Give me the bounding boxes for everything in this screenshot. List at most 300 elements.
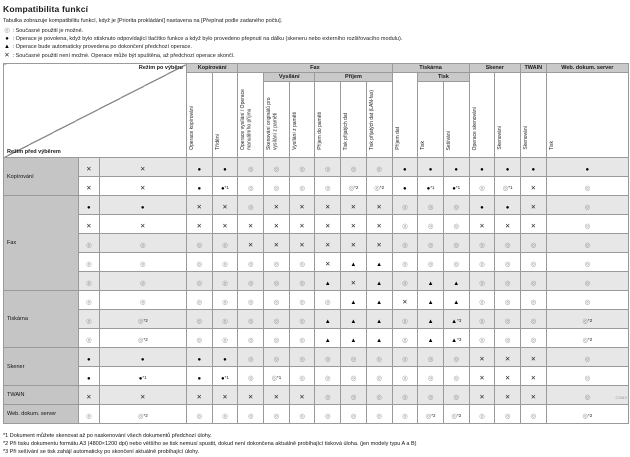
matrix-cell xyxy=(289,310,315,329)
table-row xyxy=(4,215,629,234)
matrix-cell xyxy=(212,215,238,234)
cell-symbol: ● xyxy=(403,167,407,174)
matrix-cell xyxy=(418,348,444,367)
row-category: Skener xyxy=(4,348,79,386)
cell-symbol: ◎ xyxy=(479,413,485,421)
matrix-cell xyxy=(495,215,521,234)
matrix-cell xyxy=(341,272,367,291)
column-label-text: Skenování xyxy=(522,126,529,151)
matrix-cell xyxy=(366,310,392,329)
cell-symbol: ◎ xyxy=(350,375,357,383)
matrix-cell xyxy=(99,234,186,253)
matrix-cell xyxy=(238,329,264,348)
matrix-cell xyxy=(392,234,418,253)
matrix-cell xyxy=(443,386,469,405)
row-category: Kopírování xyxy=(4,158,79,196)
cell-symbol: ◎ xyxy=(222,413,228,421)
column-label xyxy=(392,73,418,158)
cell-symbol: ✕ xyxy=(140,223,146,231)
matrix-cell xyxy=(289,215,315,234)
cell-symbol: ✕ xyxy=(530,223,537,231)
column-label xyxy=(212,73,238,158)
cell-symbol: ◎ xyxy=(299,299,305,307)
cell-symbol: ✕ xyxy=(196,204,202,212)
cell-symbol: ● xyxy=(454,167,459,174)
column-label xyxy=(546,73,628,158)
footnotes xyxy=(3,433,628,457)
cell-symbol: ✕ xyxy=(299,394,305,402)
table-row xyxy=(4,329,629,348)
matrix-cell xyxy=(264,291,290,310)
cell-symbol: ● xyxy=(86,205,91,212)
cell-symbol: ◎ xyxy=(502,185,509,193)
column-label-text: Operace kopírování xyxy=(188,106,195,151)
matrix-cell xyxy=(520,310,546,329)
matrix-cell xyxy=(366,367,392,386)
matrix-cell xyxy=(418,386,444,405)
cell-symbol: ◎ xyxy=(504,413,511,421)
cell-symbol: ◎ xyxy=(247,261,254,269)
matrix-cell xyxy=(186,177,212,196)
column-label-text: Skenování xyxy=(497,126,504,151)
matrix-cell xyxy=(79,386,100,405)
matrix-cell xyxy=(99,405,186,424)
matrix-cell xyxy=(495,329,521,348)
cell-symbol: ◎ xyxy=(582,413,589,421)
cell-symbol: ✕ xyxy=(479,223,485,231)
matrix-cell xyxy=(469,291,495,310)
matrix-cell xyxy=(264,177,290,196)
cell-symbol: ◎ xyxy=(85,299,92,307)
matrix-cell xyxy=(392,329,418,348)
matrix-cell xyxy=(212,405,238,424)
matrix-cell xyxy=(392,158,418,177)
group-header: Kopírování xyxy=(186,64,237,73)
cell-symbol: ✕ xyxy=(504,394,511,402)
cell-symbol: ✕ xyxy=(222,204,228,212)
cell-symbol: ◎ xyxy=(402,223,408,231)
column-label-text: Tisk xyxy=(548,141,555,151)
matrix-cell xyxy=(546,196,628,215)
matrix-cell xyxy=(79,367,100,386)
cell-symbol: ◎ xyxy=(530,337,537,345)
cell-symbol: ◎ xyxy=(504,337,511,345)
column-label xyxy=(315,82,341,158)
matrix-cell xyxy=(546,329,628,348)
matrix-cell xyxy=(79,405,100,424)
legend-symbol: ▲ xyxy=(4,43,10,50)
legend-symbol: ✕ xyxy=(4,51,10,59)
matrix-cell xyxy=(520,329,546,348)
matrix-cell xyxy=(186,215,212,234)
table-row xyxy=(4,291,629,310)
cell-symbol: ▲ xyxy=(324,281,331,288)
cell-symbol: ✕ xyxy=(299,242,305,250)
matrix-cell xyxy=(366,215,392,234)
cell-symbol: ◎ xyxy=(299,356,305,364)
cell-symbol: ◎ xyxy=(530,299,537,307)
matrix-cell xyxy=(366,234,392,253)
column-label-text: Vysílání z paměti xyxy=(291,112,298,151)
cell-footnote-ref: *2 xyxy=(588,337,593,343)
cell-symbol: ◎ xyxy=(324,185,331,193)
matrix-cell xyxy=(289,196,315,215)
cell-symbol: ◎ xyxy=(85,261,92,269)
matrix-cell xyxy=(443,215,469,234)
cell-symbol: ◎ xyxy=(247,280,254,288)
matrix-cell xyxy=(79,291,100,310)
cell-symbol: ✕ xyxy=(324,242,331,250)
cell-symbol: ✕ xyxy=(140,394,146,402)
table-row xyxy=(4,196,629,215)
cell-symbol: ▲ xyxy=(350,319,357,326)
matrix-cell xyxy=(212,177,238,196)
cell-symbol: ◎ xyxy=(299,185,305,193)
matrix-cell xyxy=(392,196,418,215)
cell-symbol: ✕ xyxy=(530,204,537,212)
cell-symbol: ◎ xyxy=(139,261,146,269)
column-label xyxy=(186,73,212,158)
column-label xyxy=(366,82,392,158)
matrix-cell xyxy=(79,196,100,215)
matrix-cell xyxy=(289,253,315,272)
matrix-cell xyxy=(186,234,212,253)
matrix-cell xyxy=(289,291,315,310)
cell-symbol: ◎ xyxy=(582,318,589,326)
cell-footnote-ref: *2 xyxy=(456,413,462,419)
matrix-cell xyxy=(341,310,367,329)
cell-symbol: ✕ xyxy=(376,223,382,231)
matrix-cell xyxy=(315,196,341,215)
cell-symbol: ◎ xyxy=(348,185,355,193)
matrix-cell xyxy=(366,177,392,196)
compat-table xyxy=(3,63,629,424)
column-label-text: Sešívání xyxy=(445,130,452,151)
cell-symbol: ◎ xyxy=(273,356,280,364)
table-row xyxy=(4,234,629,253)
matrix-cell xyxy=(289,329,315,348)
matrix-cell xyxy=(315,291,341,310)
matrix-cell xyxy=(341,196,367,215)
cell-symbol: ◎ xyxy=(324,166,331,174)
cell-footnote-ref: *1 xyxy=(142,375,147,381)
subgroup-header: Tisk xyxy=(418,73,469,82)
cell-symbol: ◎ xyxy=(196,413,203,421)
matrix-cell xyxy=(443,177,469,196)
matrix-cell xyxy=(546,234,628,253)
matrix-cell xyxy=(418,405,444,424)
matrix-cell xyxy=(264,386,290,405)
legend-text: : Současné použití není možné. Operace může být spuštěna, až předchozí operace skončí. xyxy=(11,52,235,59)
cell-symbol: ◎ xyxy=(247,166,254,174)
cell-footnote-ref: *2 xyxy=(588,318,593,324)
column-label xyxy=(238,73,264,158)
matrix-cell xyxy=(99,158,186,177)
matrix-cell xyxy=(469,253,495,272)
cell-symbol: ◎ xyxy=(530,280,537,288)
matrix-cell xyxy=(99,253,186,272)
matrix-cell xyxy=(443,348,469,367)
matrix-cell xyxy=(443,196,469,215)
footnote-line: *1 Dokument můžete skenovat až po naskenování všech dokumentů předchozí úlohy. xyxy=(3,433,212,440)
cell-symbol: ● xyxy=(505,205,510,212)
cell-symbol: ◎ xyxy=(299,166,305,174)
subgroup-header: Vysílání xyxy=(264,73,315,82)
matrix-cell xyxy=(186,348,212,367)
matrix-cell xyxy=(495,291,521,310)
cell-symbol: ◎ xyxy=(427,242,434,250)
matrix-cell xyxy=(495,158,521,177)
cell-symbol: ◎ xyxy=(139,280,146,288)
cell-symbol: ◎ xyxy=(196,242,203,250)
cell-symbol: ◎ xyxy=(584,280,591,288)
matrix-cell xyxy=(366,386,392,405)
matrix-cell xyxy=(238,386,264,405)
matrix-cell xyxy=(418,177,444,196)
footnote-line: *3 Při sešívání se tisk zahájí automaticky po skončení aktuálně probíhající úlohy. xyxy=(3,449,200,456)
cell-symbol: ◎ xyxy=(324,356,331,364)
matrix-cell xyxy=(315,272,341,291)
cell-symbol: ◎ xyxy=(504,242,511,250)
matrix-cell xyxy=(79,177,100,196)
cell-symbol: ● xyxy=(221,376,225,383)
matrix-cell xyxy=(418,158,444,177)
column-label xyxy=(341,82,367,158)
column-label-text: Operace vysílání / Operace manuálního příjmu xyxy=(240,89,253,151)
row-category: Tiskárna xyxy=(4,291,79,348)
matrix-cell xyxy=(469,386,495,405)
cell-symbol: ✕ xyxy=(324,261,331,269)
cell-symbol: ▲ xyxy=(376,319,383,326)
matrix-cell xyxy=(443,310,469,329)
cell-symbol: ✕ xyxy=(86,223,92,231)
matrix-cell xyxy=(366,329,392,348)
cell-symbol: ◎ xyxy=(479,280,485,288)
cell-symbol: ◎ xyxy=(584,242,591,250)
legend-line xyxy=(3,36,628,44)
column-label-text: Příjem dat xyxy=(394,127,401,151)
row-category: Fax xyxy=(4,196,79,291)
cell-footnote-ref: *1 xyxy=(224,375,229,381)
cell-symbol: ▲ xyxy=(427,338,434,345)
cell-footnote-ref: *1 xyxy=(430,185,435,191)
matrix-cell xyxy=(341,329,367,348)
cell-symbol: ◎ xyxy=(196,337,203,345)
cell-symbol: ◎ xyxy=(402,375,408,383)
matrix-cell xyxy=(546,405,628,424)
matrix-cell xyxy=(546,348,628,367)
matrix-cell xyxy=(392,272,418,291)
group-header: TWAIN xyxy=(520,64,546,73)
footnote-line: *2 Při tisku dokumentu formátu A3 (4800×1200 dpi) nebo většího se tisk nemusí spustit, dokud není dokončena aktuálně probíhající tisková úloha. (jen modely typu A a B) xyxy=(3,441,417,448)
cell-symbol: ◎ xyxy=(504,261,511,269)
matrix-cell xyxy=(520,291,546,310)
matrix-cell xyxy=(392,367,418,386)
cell-symbol: ◎ xyxy=(402,356,408,364)
matrix-cell xyxy=(289,234,315,253)
cell-footnote-ref: *1 xyxy=(224,185,229,191)
cell-symbol: ◎ xyxy=(479,261,485,269)
matrix-cell xyxy=(212,386,238,405)
matrix-cell xyxy=(99,367,186,386)
matrix-cell xyxy=(418,234,444,253)
cell-symbol: ◎ xyxy=(247,356,254,364)
cell-symbol: ✕ xyxy=(402,299,408,307)
matrix-cell xyxy=(520,215,546,234)
column-label-text: Tisk přijatých dat (LAN-fax) xyxy=(368,90,375,151)
cell-symbol: ✕ xyxy=(222,394,228,402)
column-label-text: Skenování originálů pro vysílání z paměti xyxy=(266,97,279,151)
cell-symbol: ● xyxy=(428,167,433,174)
cell-symbol: ✕ xyxy=(273,242,280,250)
matrix-cell xyxy=(289,405,315,424)
cell-symbol: ◎ xyxy=(137,318,144,326)
cell-symbol: ◎ xyxy=(222,261,228,269)
cell-symbol: ◎ xyxy=(271,375,278,383)
corner-cell xyxy=(4,64,187,158)
matrix-cell xyxy=(212,253,238,272)
cell-symbol: ✕ xyxy=(530,375,537,383)
cell-symbol: ◎ xyxy=(504,318,511,326)
matrix-cell xyxy=(495,177,521,196)
cell-footnote-ref: *1 xyxy=(508,185,513,191)
cell-symbol: ▲ xyxy=(324,319,331,326)
matrix-cell xyxy=(238,367,264,386)
cell-symbol: ◎ xyxy=(376,356,382,364)
matrix-cell xyxy=(99,272,186,291)
cell-symbol: ◎ xyxy=(247,413,254,421)
matrix-cell xyxy=(238,291,264,310)
matrix-cell xyxy=(520,234,546,253)
cell-symbol: ◎ xyxy=(247,204,254,212)
table-row xyxy=(4,310,629,329)
cell-symbol: ◎ xyxy=(273,318,280,326)
matrix-cell xyxy=(443,367,469,386)
matrix-cell xyxy=(546,158,628,177)
table-row xyxy=(4,253,629,272)
matrix-cell xyxy=(495,367,521,386)
cell-symbol: ◎ xyxy=(273,413,280,421)
matrix-cell xyxy=(495,196,521,215)
cell-symbol: ▲ xyxy=(376,281,383,288)
legend-text: : Současné použití je možné. xyxy=(11,28,84,35)
matrix-cell xyxy=(289,272,315,291)
matrix-cell xyxy=(238,272,264,291)
cell-symbol: ▲ xyxy=(427,319,434,326)
matrix-cell xyxy=(469,348,495,367)
matrix-cell xyxy=(264,215,290,234)
cell-symbol: ◎ xyxy=(222,299,228,307)
matrix-cell xyxy=(341,177,367,196)
matrix-cell xyxy=(264,348,290,367)
cell-symbol: ✕ xyxy=(530,356,537,364)
matrix-cell xyxy=(99,177,186,196)
matrix-cell xyxy=(186,158,212,177)
matrix-cell xyxy=(495,253,521,272)
cell-symbol: ◎ xyxy=(299,261,305,269)
cell-footnote-ref: *1 xyxy=(455,185,461,191)
column-label-text: Příjem do paměti xyxy=(317,112,324,151)
cell-symbol: ◎ xyxy=(273,166,280,174)
cell-symbol: ◎ xyxy=(85,413,92,421)
matrix-cell xyxy=(238,253,264,272)
matrix-cell xyxy=(238,234,264,253)
cell-symbol: ◎ xyxy=(427,375,434,383)
legend-symbol: ◎ xyxy=(4,27,10,35)
cell-symbol: ◎ xyxy=(299,318,305,326)
cell-symbol: ▲ xyxy=(427,281,434,288)
cell-footnote-ref: *2 xyxy=(379,185,385,191)
matrix-cell xyxy=(186,329,212,348)
matrix-cell xyxy=(238,310,264,329)
cell-symbol: ◎ xyxy=(427,356,434,364)
cell-symbol: ▲ xyxy=(376,262,383,269)
cell-symbol: ◎ xyxy=(273,337,280,345)
cell-symbol: ✕ xyxy=(222,223,228,231)
cell-symbol: ◎ xyxy=(451,413,457,421)
cell-symbol: ◎ xyxy=(453,356,460,364)
matrix-cell xyxy=(520,367,546,386)
cell-symbol: ◎ xyxy=(453,204,460,212)
group-header: Fax xyxy=(238,64,392,73)
matrix-cell xyxy=(495,310,521,329)
matrix-cell xyxy=(264,158,290,177)
matrix-cell xyxy=(264,196,290,215)
matrix-cell xyxy=(315,367,341,386)
matrix-cell xyxy=(79,158,100,177)
cell-symbol: ◎ xyxy=(453,394,460,402)
matrix-cell xyxy=(520,386,546,405)
cell-symbol: ◎ xyxy=(139,242,146,250)
matrix-cell xyxy=(238,177,264,196)
cell-symbol: ◎ xyxy=(324,375,331,383)
matrix-cell xyxy=(546,253,628,272)
matrix-cell xyxy=(495,348,521,367)
column-label-text: Tisk xyxy=(420,141,427,151)
legend-symbol: ● xyxy=(5,35,9,42)
table-row xyxy=(4,367,629,386)
cell-footnote-ref: *3 xyxy=(457,337,462,343)
matrix-cell xyxy=(392,348,418,367)
cell-symbol: ▲ xyxy=(453,300,460,307)
matrix-cell xyxy=(418,329,444,348)
column-label xyxy=(520,73,546,158)
matrix-cell xyxy=(264,234,290,253)
matrix-cell xyxy=(341,215,367,234)
matrix-cell xyxy=(212,291,238,310)
row-category: TWAIN xyxy=(4,386,79,405)
cell-symbol: ✕ xyxy=(504,356,511,364)
matrix-cell xyxy=(366,405,392,424)
cell-symbol: ▲ xyxy=(350,300,357,307)
matrix-cell xyxy=(418,272,444,291)
cell-symbol: ◎ xyxy=(402,394,408,402)
matrix-cell xyxy=(315,215,341,234)
cell-symbol: ✕ xyxy=(247,242,254,250)
matrix-cell xyxy=(99,386,186,405)
cell-symbol: ◎ xyxy=(479,299,485,307)
matrix-cell xyxy=(264,329,290,348)
cell-symbol: ◎ xyxy=(584,375,591,383)
matrix-cell xyxy=(238,348,264,367)
cell-symbol: ● xyxy=(138,376,143,383)
cell-symbol: ▲ xyxy=(451,338,458,345)
matrix-cell xyxy=(418,196,444,215)
matrix-cell xyxy=(495,272,521,291)
cell-symbol: ● xyxy=(452,186,456,193)
matrix-cell xyxy=(366,291,392,310)
matrix-cell xyxy=(418,291,444,310)
